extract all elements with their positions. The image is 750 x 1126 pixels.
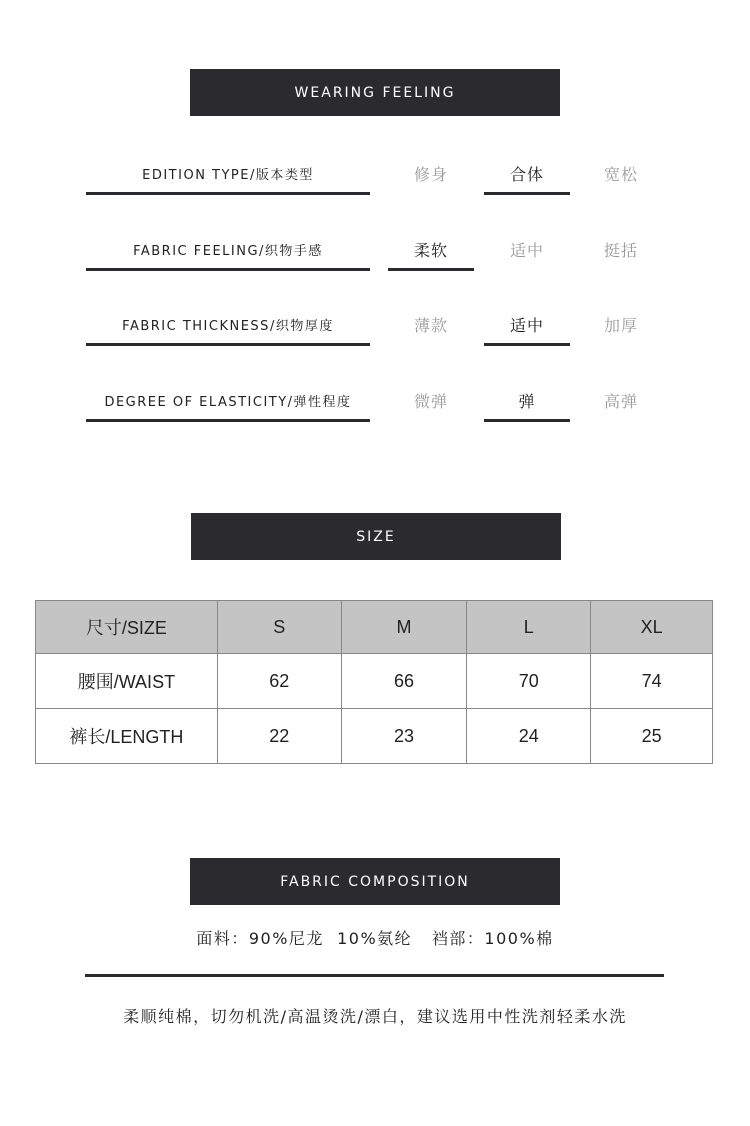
table-row [36, 709, 713, 764]
size-banner [191, 513, 561, 560]
label-underline [86, 343, 370, 346]
label-underline [86, 192, 370, 195]
table-cell: 70 [467, 654, 591, 709]
attribute-row-fabric-feeling [0, 230, 750, 290]
size-table-header-row [36, 601, 713, 654]
option-high-stretch: 高弹 [603, 391, 638, 411]
selected-option-underline [484, 419, 570, 422]
option-moderate: 适中 [509, 240, 544, 260]
table-cell: 25 [591, 709, 713, 764]
header-xl: XL [591, 601, 713, 654]
fabric-thickness-label: FABRIC THICKNESS/织物厚度 [122, 318, 334, 334]
size-table [35, 600, 713, 764]
label-underline [86, 419, 370, 422]
option-loose: 宽松 [603, 164, 638, 184]
row-label-waist: 腰围/WAIST [36, 654, 218, 709]
option-moderate-selected: 适中 [509, 315, 544, 335]
table-cell: 74 [591, 654, 713, 709]
table-cell: 24 [467, 709, 591, 764]
attribute-row-fabric-thickness [0, 305, 750, 365]
care-instructions: 柔顺纯棉，切勿机洗/高温烫洗/漂白，建议选用中性洗剂轻柔水洗 [123, 1007, 627, 1026]
row-label-length: 裤长/LENGTH [36, 709, 218, 764]
attribute-row-elasticity [0, 381, 750, 441]
option-stretch-selected: 弹 [518, 391, 536, 411]
option-fitted: 修身 [413, 164, 448, 184]
selected-option-underline [484, 343, 570, 346]
selected-option-underline [388, 268, 474, 271]
option-stiff: 挺括 [603, 240, 638, 260]
header-l: L [467, 601, 591, 654]
wearing-feeling-banner [190, 69, 560, 116]
divider [85, 974, 664, 977]
composition-text: 面料：90%尼龙 10%氨纶 裆部：100%棉 [196, 929, 554, 948]
size-title: SIZE [356, 528, 396, 545]
table-cell: 62 [217, 654, 341, 709]
table-cell: 22 [217, 709, 341, 764]
option-soft-selected: 柔软 [413, 240, 448, 260]
option-thick: 加厚 [603, 315, 638, 335]
header-s: S [217, 601, 341, 654]
wearing-feeling-title: WEARING FEELING [294, 84, 456, 101]
attribute-row-edition-type [0, 154, 750, 214]
header-m: M [341, 601, 467, 654]
elasticity-label: DEGREE OF ELASTICITY/弹性程度 [104, 394, 352, 410]
option-slight-stretch: 微弹 [413, 391, 448, 411]
edition-type-label: EDITION TYPE/版本类型 [142, 167, 314, 183]
selected-option-underline [484, 192, 570, 195]
header-size: 尺寸/SIZE [36, 601, 218, 654]
fabric-composition-title: FABRIC COMPOSITION [280, 873, 470, 890]
option-thin: 薄款 [413, 315, 448, 335]
fabric-feeling-label: FABRIC FEELING/织物手感 [133, 243, 323, 259]
table-cell: 66 [341, 654, 467, 709]
table-row [36, 654, 713, 709]
option-regular-selected: 合体 [509, 164, 544, 184]
table-cell: 23 [341, 709, 467, 764]
label-underline [86, 268, 370, 271]
fabric-composition-banner [190, 858, 560, 905]
